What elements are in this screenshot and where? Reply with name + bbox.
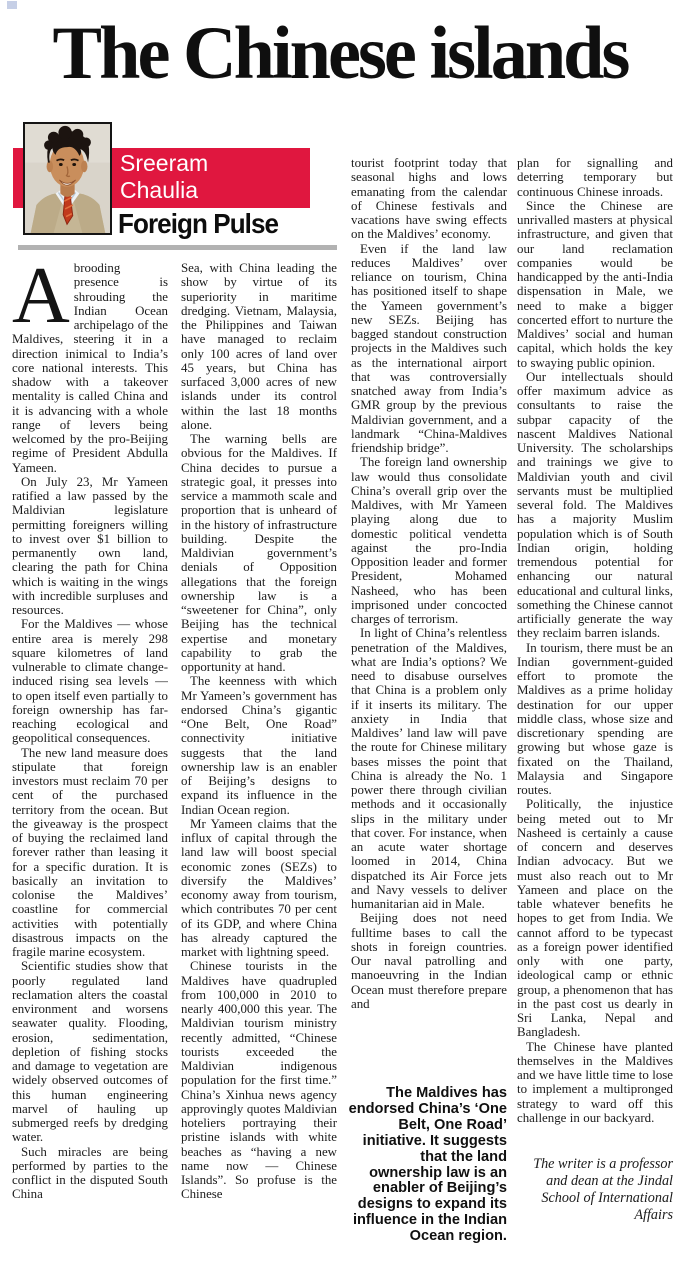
column-section-label: Foreign Pulse xyxy=(118,208,279,239)
body-paragraph: Since the Chinese are unrivalled masters at physical infrastructure, and given that our land reclamation companies would be handicapped by the anti-India dispensation in Male, we need to make a bigger concerted effort to nurture the Maldives’ social and human capital, which holds the key to swaying public opinion. xyxy=(517,198,673,370)
text-column-3 xyxy=(351,156,507,1084)
body-paragraph: The new land measure does stipulate that foreign investors must reclaim 70 per cent of the purchased territory from the ocean. But the giveaway is the prospect of buying the reclaimed land forever rather than leasing it for a specific duration. It is basically an invitation to colonise the Maldives’ coastline for commercial activities with potentially disastrous impacts on the fragile marine ecosystem. xyxy=(12,745,168,959)
drop-cap: A xyxy=(12,261,70,340)
text-column-2 xyxy=(181,261,337,1249)
body-paragraph: The Chinese have planted themselves in the Maldives and we have little time to lose to implement a multipronged strategy to ward off this challenge in our backyard. xyxy=(517,1039,673,1125)
body-paragraph: The foreign land ownership law would thus consolidate China’s overall grip over the Maldives, with Mr Yameen playing along due to domestic political vendetta against the pro-India Opposition leader and former President, Mohamed Nasheed, who has been imprisoned under concocted charges of terrorism. xyxy=(351,455,507,626)
author-name-line2: Chaulia xyxy=(120,177,198,203)
body-paragraph: The keenness with which Mr Yameen’s government has endorsed China’s gigantic “One Belt, One Road” connectivity initiative suggests that the land ownership law is an enabler of Beijing’s designs to expand its influence in the Indian Ocean region. xyxy=(181,674,337,817)
body-paragraph xyxy=(12,261,168,475)
pull-quote: The Maldives has endorsed China’s ‘One Belt, One Road’ initiative. It suggests that the land ownership law is an enabler of Beijing’s designs to expand its influence in the Indian Ocean region. xyxy=(348,1085,507,1245)
body-paragraph: Mr Yameen claims that the influx of capital through the land law will boost special economic zones (SEZs) to diversify the Maldives’ economy away from tourism, which contributes 70 per cent of its GDP, and where China has already captured the market with lightning speed. xyxy=(181,816,337,959)
author-name-line1: Sreeram xyxy=(120,150,209,176)
author-photo xyxy=(23,122,112,235)
body-paragraph: Sea, with China leading the show by virtue of its superiority in maritime dredging. Vietnam, Malaysia, the Philippines and Taiwan have managed to reclaim only 100 acres of land over 45 years, but China has surfaced 3,000 acres of new islands under its control within the last 18 months alone. xyxy=(181,261,337,432)
body-paragraph: Chinese tourists in the Maldives have quadrupled from 100,000 in 2010 to nearly 400,000 this year. The Maldivian tourism ministry recently admitted, “Chinese tourists exceeded the Maldivian indigenous population for the first time.” China’s Xinhua news agency approvingly quotes Maldivian hoteliers portraying their pristine islands with white beaches as “having a new name now — Chinese Islands”. So profuse is the Chinese xyxy=(181,959,337,1202)
writer-byline: The writer is a professor and dean at the Jindal School of International Affairs xyxy=(533,1156,673,1223)
body-paragraph: Scientific studies show that poorly regulated land reclamation alters the coastal environment and worsens seawater quality. Flooding, erosion, sedimentation, depletion of fishing stocks and damage to vegetation are widely observed outcomes of this human engineering marvel of hauling up submerged reefs by dredging water. xyxy=(12,959,168,1145)
body-paragraph: The warning bells are obvious for the Maldives. If China decides to pursue a strategic goal, it presses into service a mammoth scale and proportion that is unheard of in the history of infrastructure building. Despite the Maldivian government’s denials of Opposition allegations that the foreign ownership law is a “sweetener for China”, only Beijing has the technical expertise and monetary capability to grab the opportunity at hand. xyxy=(181,432,337,674)
author-name xyxy=(120,150,208,204)
body-paragraph: Such miracles are being performed by parties to the conflict in the disputed South China xyxy=(12,1144,168,1202)
body-paragraph: Beijing does not need fulltime bases to call the shots in foreign countries. Our naval patrolling and manoeuvring in the Indian Ocean must therefore prepare and xyxy=(351,911,507,1011)
body-paragraph: In tourism, there must be an Indian government-guided effort to promote the Maldives as a prime holiday destination for our upper middle class, whose size and discretionary spending are growing but whose gaze is fixated on the Thailand, Malaysia and Singapore routes. xyxy=(517,640,673,797)
body-paragraph: tourist footprint today that seasonal highs and lows emanating from the calendar of Chinese festivals and vacations have swing effects on the Maldives’ economy. xyxy=(351,156,507,242)
body-paragraph: Politically, the injustice being meted out to Mr Nasheed is certainly a cause of concern and deserves Indian advocacy. But we must also reach out to Mr Yameen and place on the table whatever benefits he hopes to get from India. We cannot afford to be typecast as a foreign power identified only with one party, ideological camp or ethnic group, a phenomenon that has in the past cost us dearly in Sri Lanka, Nepal and Bangladesh. xyxy=(517,797,673,1040)
article-headline: The Chinese islands xyxy=(52,12,628,95)
body-paragraph: On July 23, Mr Yameen ratified a law passed by the Maldivian legislature permitting foreigners willing to invest over $1 billion to permanently own land, clearing the path for China which is waiting in the wings with incredible surpluses and resources. xyxy=(12,474,168,617)
text-column-4 xyxy=(517,156,673,1160)
body-paragraph: plan for signalling and deterring temporary but continuous Chinese inroads. xyxy=(517,156,673,199)
body-paragraph: For the Maldives — whose entire area is merely 298 square kilometres of land vulnerable to climate change-induced rising sea levels — to open itself even partially to foreign ownership has far-reaching ecological and geopolitical consequences. xyxy=(12,617,168,746)
body-paragraph: Even if the land law reduces Maldives’ over reliance on tourism, China has positioned itself to shape the Yameen government’s new SEZs. Beijing has bagged standout construction projects in the Maldives such as the international airport that was controversially snatched away from India’s GMR group by the previous Maldivian government, and a landmark “China-Maldives friendship bridge”. xyxy=(351,241,507,455)
header-divider-rule xyxy=(18,245,337,250)
body-paragraph: In light of China’s relentless penetration of the Maldives, what are India’s options? We need to disabuse ourselves that China is a problem only if it inserts its military. The anxiety in India that Maldives’ land law will pave the route for Chinese military bases misses the point that China is already the No. 1 power there through civilian methods and it occasionally slips in the military under that cover. For instance, when an acute water shortage loomed in 2014, China dispatched its Air Force jets and Navy vessels to deliver humanitarian aid in Male. xyxy=(351,626,507,911)
paragraph-text: brooding presence is shrouding the Indian Ocean archipelago of the Maldives, steering it in a direction inimical to India’s core national interests. This shadow with a takeover mentality is called China and it is advancing with a whole range of levers being welcomed by the pro-Beijing regime of President Abdulla Yameen. xyxy=(12,261,168,475)
author-portrait-illustration xyxy=(25,124,110,233)
text-column-1 xyxy=(12,261,168,1249)
body-paragraph: Our intellectuals should offer maximum advice as consultants to raise the subpar capacity of the nascent Maldives National University. The scholarships and trainings we give to Maldivian youth and civil servants must be multiplied several fold. The Maldives has a majority Muslim population which is of South Indian origin, holding tremendous potential for enhancing our natural educational and cultural links, something the Chinese cannot artificially generate the way they reclaim barren islands. xyxy=(517,369,673,641)
